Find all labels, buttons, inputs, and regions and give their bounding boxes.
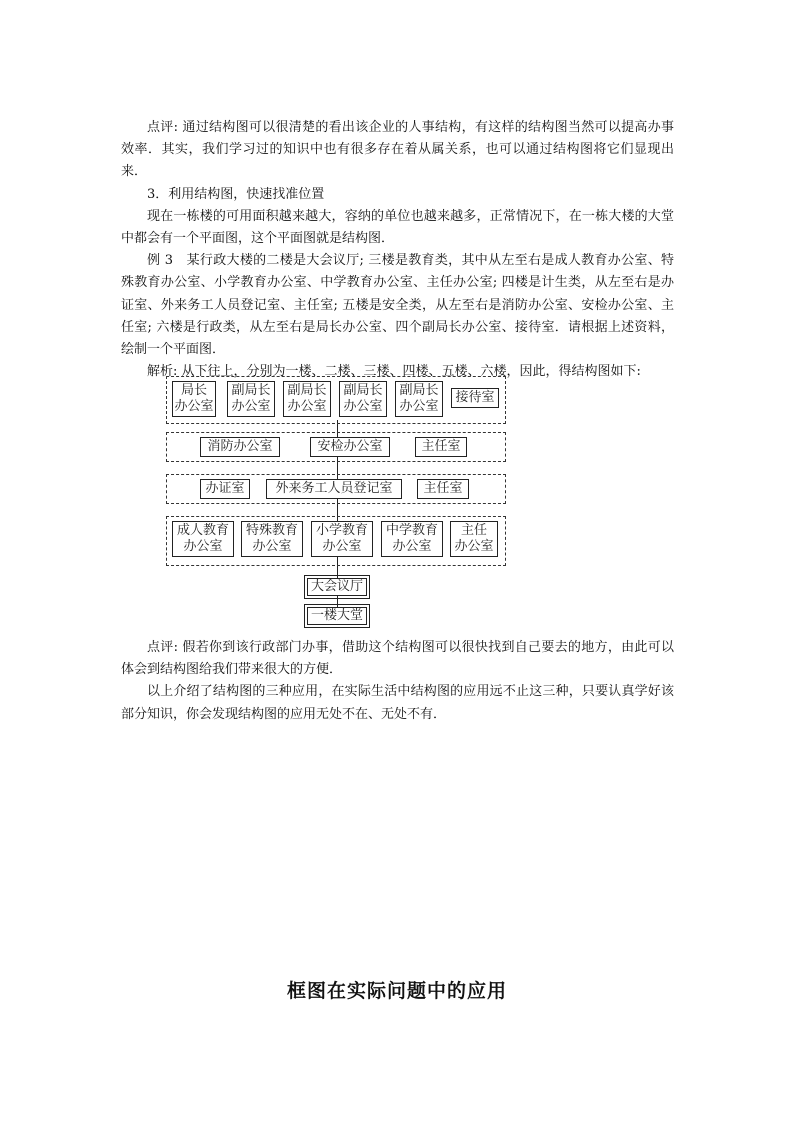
room-deputy-director-3: 副局长 办公室 bbox=[339, 381, 387, 417]
floor-plan-diagram bbox=[160, 370, 512, 630]
room-primary-education: 小学教育 办公室 bbox=[311, 521, 373, 557]
room-director-room-4: 主任室 bbox=[417, 479, 469, 499]
room-middle-education: 中学教育 办公室 bbox=[381, 521, 443, 557]
room-director-room-5: 主任室 bbox=[415, 437, 467, 457]
room-deputy-director-2: 副局长 办公室 bbox=[283, 381, 331, 417]
room-permit-office: 办证室 bbox=[200, 479, 250, 499]
room-fire-office: 消防办公室 bbox=[200, 437, 280, 457]
room-special-education: 特殊教育 办公室 bbox=[241, 521, 303, 557]
room-deputy-director-1: 副局长 办公室 bbox=[227, 381, 275, 417]
text-block-top bbox=[121, 117, 674, 383]
room-migrant-registration: 外来务工人员登记室 bbox=[266, 479, 402, 499]
room-conference-hall: 大会议厅 bbox=[307, 578, 367, 596]
room-reception: 接待室 bbox=[451, 388, 499, 408]
room-security-check-office: 安检办公室 bbox=[310, 437, 390, 457]
text-block-bottom bbox=[121, 637, 674, 726]
paragraph-comment-1: 点评: 通过结构图可以很清楚的看出该企业的人事结构，有这样的结构图当然可以提高办事效率．其实，我们学习过的知识中也有很多存在着从属关系，也可以通过结构图将它们显现出来． bbox=[121, 120, 674, 180]
paragraph-comment-2: 点评: 假若你到该行政部门办事，借助这个结构图可以很快找到自己要去的地方，由此可以体会到结构图给我们带来很大的方便． bbox=[121, 640, 674, 678]
room-adult-education: 成人教育 办公室 bbox=[172, 521, 234, 557]
paragraph-example-3: 例 3 某行政大楼的二楼是大会议厅; 三楼是教育类，其中从左至右是成人教育办公室、特殊教育办公室、小学教育办公室、中学教育办公室、主任办公室; 四楼是计生类，从左至右是办证室、外来务工人员登记室、主任室; 五楼是安全类，从左至右是消防办公室、安检办公室、主任室; 六楼是行政类，从左至右是局长办公室、四个副局长办公室、接待室．请根据上述资料，绘制一个平面图． bbox=[121, 253, 674, 358]
section-title: 框图在实际问题中的应用 bbox=[286, 980, 507, 1002]
section-heading-3: 3．利用结构图，快速找准位置 bbox=[147, 186, 325, 202]
room-lobby: 一楼大堂 bbox=[307, 607, 367, 625]
paragraph-intro: 现在一栋楼的可用面积越来越大，容纳的单位也越来越多，正常情况下，在一栋大楼的大堂中都会有一个平面图，这个平面图就是结构图． bbox=[121, 208, 674, 247]
room-deputy-director-4: 副局长 办公室 bbox=[395, 381, 443, 417]
room-director-office-3: 主任 办公室 bbox=[450, 521, 498, 557]
paragraph-conclusion: 以上介绍了结构图的三种应用，在实际生活中结构图的应用远不止这三种，只要认真学好该部分知识，你会发现结构图的应用无处不在、无处不有． bbox=[121, 684, 674, 722]
paragraph-analysis: 解析: 从下往上，分别为一楼、二楼、三楼、四楼、五楼、六楼，因此，得结构图如下: bbox=[147, 364, 641, 380]
room-director-office: 局长 办公室 bbox=[172, 381, 216, 417]
